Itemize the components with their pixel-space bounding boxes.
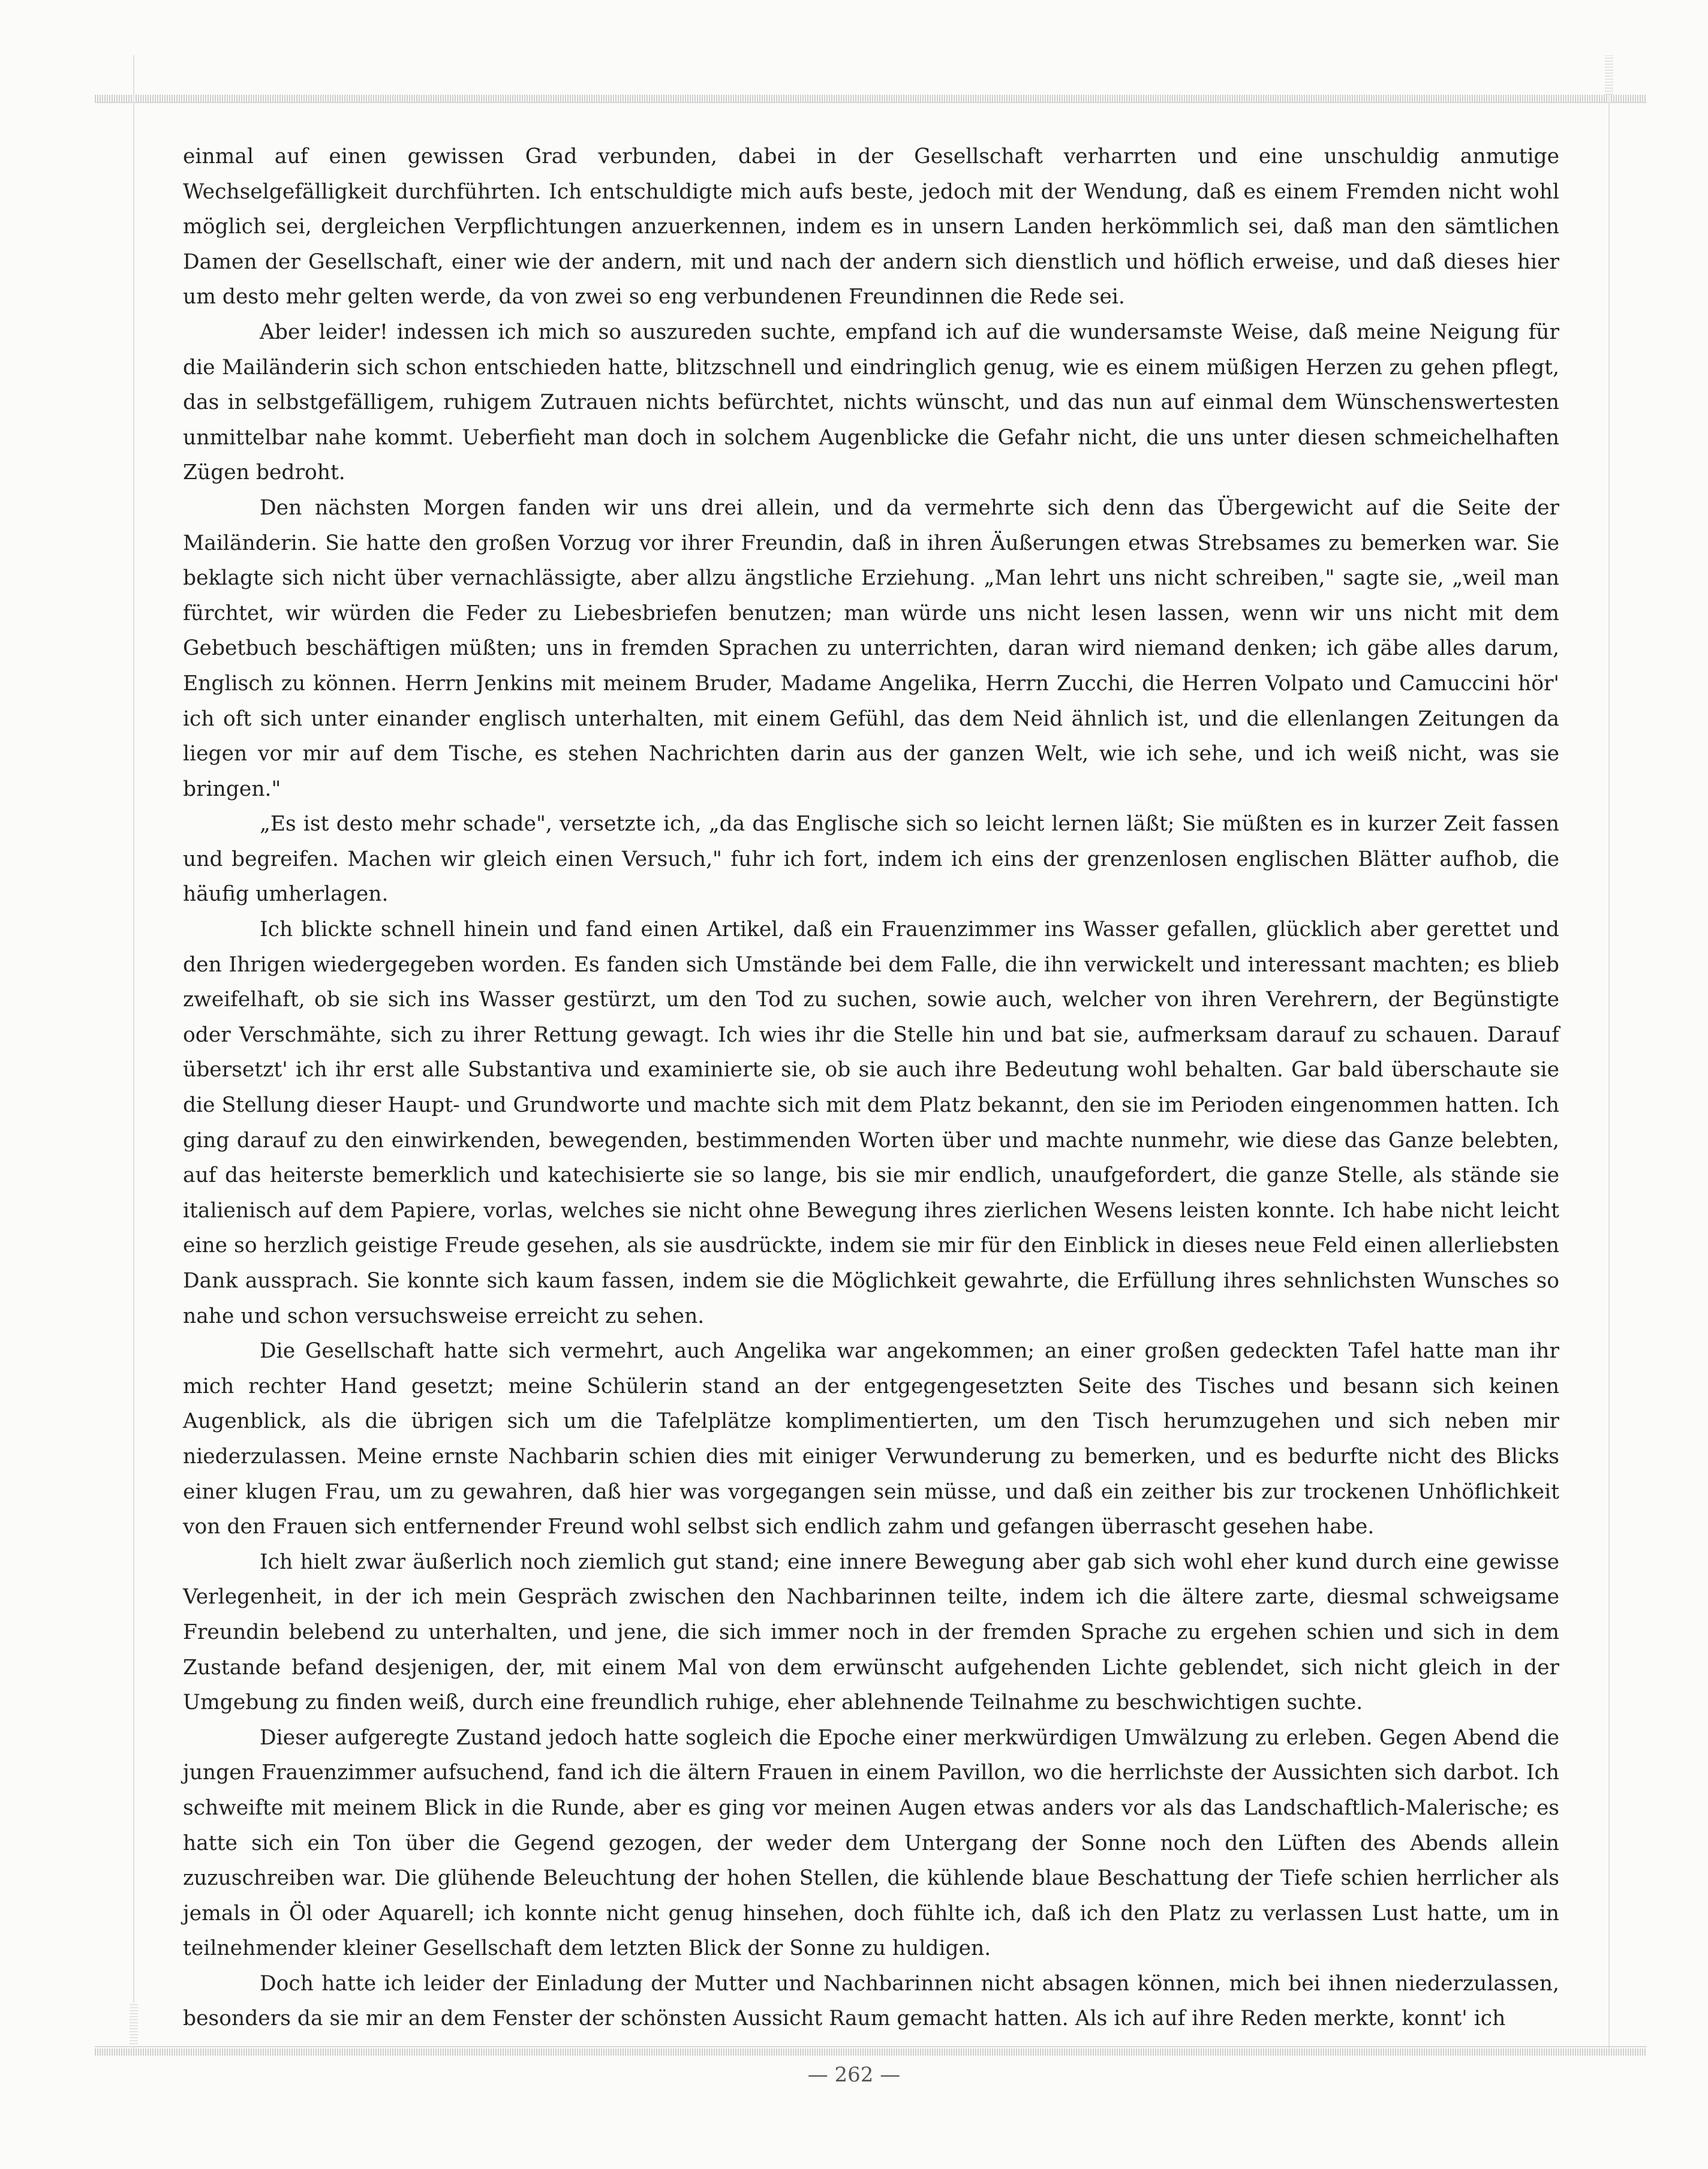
- paragraph-8: Dieser aufgeregte Zustand jedoch hatte sogleich die Epoche einer merkwürdigen Umwälzung zu erleben. Gegen Abend die jungen Frauenzimmer aufsuchend, fand ich die ältern Frauen in einem Pavillon, wo die herrlichste der Aussichten sich darbot. Ich schweifte mit meinem Blick in die Runde, aber es ging vor meinen Augen etwas anders vor als das Landschaftlich-Malerische; es hatte sich ein Ton über die Gegend gezogen, der weder dem Untergang der Sonne noch den Lüften des Abends allein zuzuschreiben war. Die glühende Beleuchtung der hohen Stellen, die kühlende blaue Beschattung der Tiefe schien herrlicher als jemals in Öl oder Aquarell; ich konnte nicht genug hinsehen, doch fühlte ich, daß ich den Platz zu verlassen Lust hatte, um in teilnehmender kleiner Gesellschaft dem letzten Blick der Sonne zu huldigen.: [183, 1725, 1559, 1961]
- paragraph-3: Den nächsten Morgen fanden wir uns drei allein, und da vermehrte sich denn das Übergewicht auf die Seite der Mailänderin. Sie hatte den großen Vorzug vor ihrer Freundin, daß in ihren Äußerungen etwas Strebsames zu bemerken war. Sie beklagte sich nicht über vernachlässigte, aber allzu ängstliche Erziehung. „Man lehrt uns nicht schreiben," sagte sie, „weil man fürchtet, wir würden die Feder zu Liebesbriefen benutzen; man würde uns nicht lesen lassen, wenn wir uns nicht mit dem Gebetbuch beschäftigen müßten; uns in fremden Sprachen zu unterrichten, daran wird niemand denken; ich gäbe alles darum, Englisch zu können. Herrn Jenkins mit meinem Bruder, Madame Angelika, Herrn Zucchi, die Herren Volpato und Camuccini hör' ich oft sich unter einander englisch unterhalten, mit einem Gefühl, das dem Neid ähnlich ist, und die ellenlangen Zeitungen da liegen vor mir auf dem Tische, es stehen Nachrichten darin aus der ganzen Welt, wie ich sehe, und ich weiß nicht, was sie bringen.": [183, 495, 1559, 801]
- top-border: [95, 95, 1647, 102]
- top-border-line: [95, 102, 1647, 103]
- right-border-ornament: [1605, 55, 1613, 95]
- bottom-border-line: [95, 2046, 1647, 2047]
- page-number: — 262 —: [807, 2063, 901, 2087]
- paragraph-4: „Es ist desto mehr schade", versetzte ich, „da das Englische sich so leicht lernen läßt; Sie müßten es in kurzer Zeit fassen und begreifen. Machen wir gleich einen Versuch," fuhr ich fort, indem ich eins der grenzenlosen englischen Blätter aufhob, die häufig umherlagen.: [183, 812, 1559, 907]
- paragraph-7: Ich hielt zwar äußerlich noch ziemlich gut stand; eine innere Bewegung aber gab sich wohl eher kund durch eine gewisse Verlegenheit, in der ich mein Gespräch zwischen den Nachbarinnen teilte, indem ich die ältere zarte, diesmal schweigsame Freundin belebend zu unterhalten, und jene, die sich immer noch in der fremden Sprache zu ergehen schien und sich in dem Zustande befand desjenigen, der, mit einem Mal von dem erwünscht aufgehenden Lichte geblendet, sich nicht gleich in der Umgebung zu finden weiß, durch eine freundlich ruhige, eher ablehnende Teilnahme zu beschwichtigen suchte.: [183, 1550, 1559, 1715]
- paragraph-9: Doch hatte ich leider der Einladung der Mutter und Nachbarinnen nicht absagen können, mich bei ihnen niederzulassen, besonders da sie mir an dem Fenster der schönsten Aussicht Raum gemacht hatten. Als ich auf ihre Reden merkte, konnt' ich: [183, 1971, 1559, 2031]
- paragraph-5: Ich blickte schnell hinein und fand einen Artikel, daß ein Frauenzimmer ins Wasser gefallen, glücklich aber gerettet und den Ihrigen wiedergegeben worden. Es fanden sich Umstände bei dem Falle, die ihn verwickelt und interessant machten; es blieb zweifelhaft, ob sie sich ins Wasser gestürzt, um den Tod zu suchen, sowie auch, welcher von ihren Verehrern, der Begünstigte oder Verschmähte, sich zu ihrer Rettung gewagt. Ich wies ihr die Stelle hin und bat sie, aufmerksam darauf zu schauen. Darauf übersetzt' ich ihr erst alle Substantiva und examinierte sie, ob sie auch ihre Bedeutung wohl behalten. Gar bald überschaute sie die Stellung dieser Haupt- und Grundworte und machte sich mit dem Platz bekannt, den sie im Perioden eingenommen hatten. Ich ging darauf zu den einwirkenden, bewegenden, bestimmenden Worten über und machte nunmehr, wie diese das Ganze belebten, auf das heiterste bemerklich und katechisierte sie so lange, bis sie mir endlich, unaufgefordert, die ganze Stelle, als stände sie italienisch auf dem Papiere, vorlas, welches sie nicht ohne Bewegung ihres zierlichen Wesens leisten konnte. Ich habe nicht leicht eine so herzlich geistige Freude gesehen, als sie ausdrückte, indem sie mir für den Einblick in dieses neue Feld einen allerliebsten Dank aussprach. Sie konnte sich kaum fassen, indem sie die Möglichkeit gewahrte, die Erfüllung ihres sehnlichsten Wunsches so nahe und schon versuchsweise erreicht zu sehen.: [183, 917, 1559, 1328]
- left-border-ornament: [130, 2003, 138, 2047]
- bottom-border: [95, 2048, 1647, 2056]
- paragraph-6: Die Gesellschaft hatte sich vermehrt, auch Angelika war angekommen; an einer großen gedeckten Tafel hatte man ihr mich rechter Hand gesetzt; meine Schülerin stand an der entgegengesetzten Seite des Tisches und besann sich keinen Augenblick, als die übrigen sich um die Tafelplätze komplimentierten, um den Tisch herumzugehen und sich neben mir niederzulassen. Meine ernste Nachbarin schien dies mit einiger Verwunderung zu bemerken, und es bedurfte nicht des Blicks einer klugen Frau, um zu gewahren, daß hier was vorgegangen sein müsse, und daß ein zeither bis zur trockenen Unhöflichkeit von den Frauen sich entfernender Freund wohl selbst sich endlich zahm und gefangen überrascht gesehen habe.: [183, 1339, 1559, 1539]
- right-border: [1608, 55, 1610, 2052]
- left-border: [133, 55, 134, 2052]
- paragraph-1: einmal auf einen gewissen Grad verbunden, dabei in der Gesellschaft verharrten und eine unschuldig anmutige Wechselgefälligkeit durchführten. Ich entschuldigte mich aufs beste, jedoch mit der Wendung, daß es einem Fremden nicht wohl möglich sei, dergleichen Verpflichtungen anzuerkennen, indem es in unsern Landen herkömmlich sei, daß man den sämtlichen Damen der Gesellschaft, einer wie der andern, mit und nach der andern sich dienstlich und höflich erweise, und daß dieses hier um desto mehr gelten werde, da von zwei so eng verbundenen Freundinnen die Rede sei.: [183, 145, 1559, 309]
- body-text: [183, 139, 1559, 2036]
- paragraph-2: Aber leider! indessen ich mich so auszureden suchte, empfand ich auf die wundersamste Weise, daß meine Neigung für die Mailänderin sich schon entschieden hatte, blitzschnell und eindringlich genug, wie es einem müßigen Herzen zu gehen pflegt, das in selbstgefälligem, ruhigem Zutrauen nichts befürchtet, nichts wünscht, und das nun auf einmal dem Wünschenswertesten unmittelbar nahe kommt. Ueberfieht man doch in solchem Augenblicke die Gefahr nicht, die uns unter diesen schmeichelhaften Zügen bedroht.: [183, 320, 1559, 485]
